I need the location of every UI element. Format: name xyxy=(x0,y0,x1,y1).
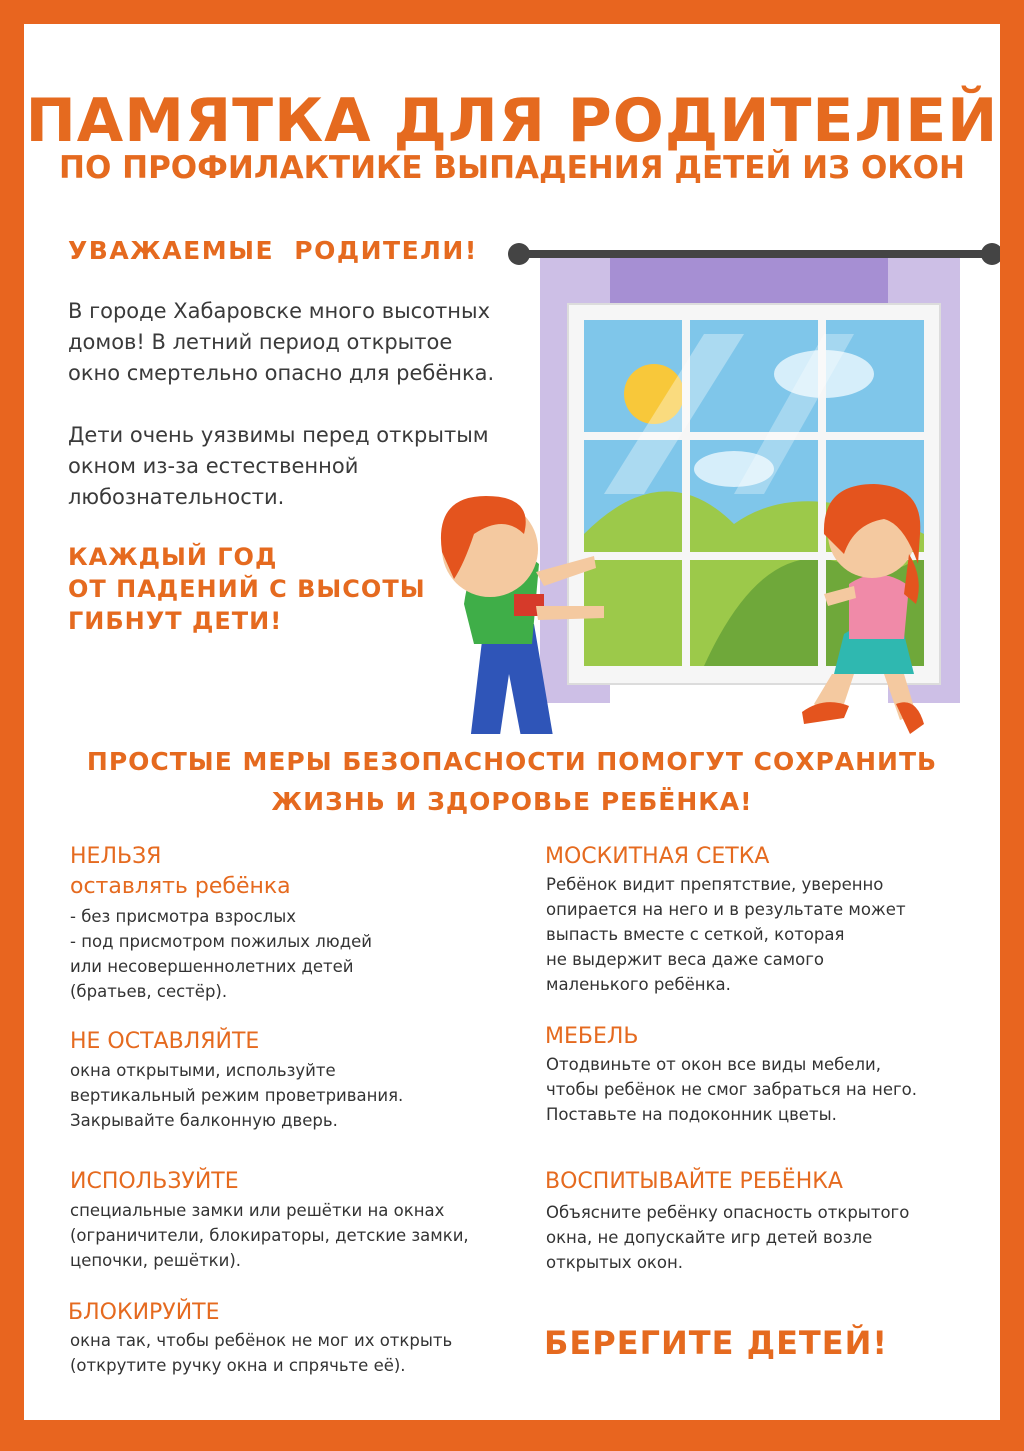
poster-subtitle: ПО ПРОФИЛАКТИКЕ ВЫПАДЕНИЯ ДЕТЕЙ ИЗ ОКОН xyxy=(59,150,965,186)
section-mosquito-net-heading: МОСКИТНАЯ СЕТКА xyxy=(545,844,770,869)
section-mebel-heading: МЕБЕЛЬ xyxy=(545,1024,639,1049)
curtain-rod xyxy=(524,250,984,258)
section-ispolzuyte-heading: ИСПОЛЬЗУЙТЕ xyxy=(70,1169,239,1194)
section-ispolzuyte-body: специальные замки или решётки на окнах (ограничители, блокираторы, детские замки, цепочки, решётки). xyxy=(70,1201,469,1270)
section-blokiruyte-heading: БЛОКИРУЙТЕ xyxy=(68,1300,220,1325)
greeting-heading: УВАЖАЕМЫЕ РОДИТЕЛИ! xyxy=(68,236,478,265)
rod-end-right xyxy=(981,243,1000,265)
section-vospityvayte-body: Объясните ребёнку опасность открытого окна, не допускайте игр детей возле открытых окон. xyxy=(546,1203,910,1272)
safety-slogan: ПРОСТЫЕ МЕРЫ БЕЗОПАСНОСТИ ПОМОГУТ СОХРАНИТЬ ЖИЗНЬ И ЗДОРОВЬЕ РЕБЁНКА! xyxy=(86,747,938,816)
window-children-illustration xyxy=(404,234,1000,734)
intro-paragraph-1: В городе Хабаровске много высотных домов! В летний период открытое окно смертельно опасно для ребёнка. xyxy=(68,299,495,385)
section-ne-ostavlyayte-heading: НЕ ОСТАВЛЯЙТЕ xyxy=(70,1029,260,1054)
poster-sheet xyxy=(24,24,1000,1420)
section-ne-ostavlyayte-body: окна открытыми, используйте вертикальный режим проветривания. Закрывайте балконную дверь. xyxy=(70,1061,404,1130)
footer-slogan: БЕРЕГИТЕ ДЕТЕЙ! xyxy=(544,1324,888,1362)
section-vospityvayte-heading: ВОСПИТЫВАЙТЕ РЕБЁНКА xyxy=(545,1169,843,1194)
warning-text: КАЖДЫЙ ГОД ОТ ПАДЕНИЙ С ВЫСОТЫ ГИБНУТ ДЕТИ! xyxy=(68,543,426,635)
section-nelzya-heading: НЕЛЬЗЯ оставлять ребёнка xyxy=(70,844,291,899)
section-blokiruyte-body: окна так, чтобы ребёнок не мог их открыть (открутите ручку окна и спрячьте её). xyxy=(70,1331,453,1375)
section-mebel-body: Отодвиньте от окон все виды мебели, чтобы ребёнок не смог забраться на него. Поставьте на подоконник цветы. xyxy=(546,1055,917,1124)
poster-title: ПАМЯТКА ДЛЯ РОДИТЕЛЕЙ xyxy=(25,86,999,156)
intro-paragraph-2: Дети очень уязвимы перед открытым окном из-за естественной любознательности. xyxy=(68,423,489,509)
rod-end-left xyxy=(508,243,530,265)
section-nelzya-body: - без присмотра взрослых - под присмотром пожилых людей или несовершеннолетних детей (братьев, сестёр). xyxy=(70,907,372,1001)
section-mosquito-net-body: Ребёнок видит препятствие, уверенно опирается на него и в результате может выпасть вместе с сеткой, которая не выдержит веса даже самого маленького ребёнка. xyxy=(546,875,906,994)
curtain-valance xyxy=(609,258,889,303)
